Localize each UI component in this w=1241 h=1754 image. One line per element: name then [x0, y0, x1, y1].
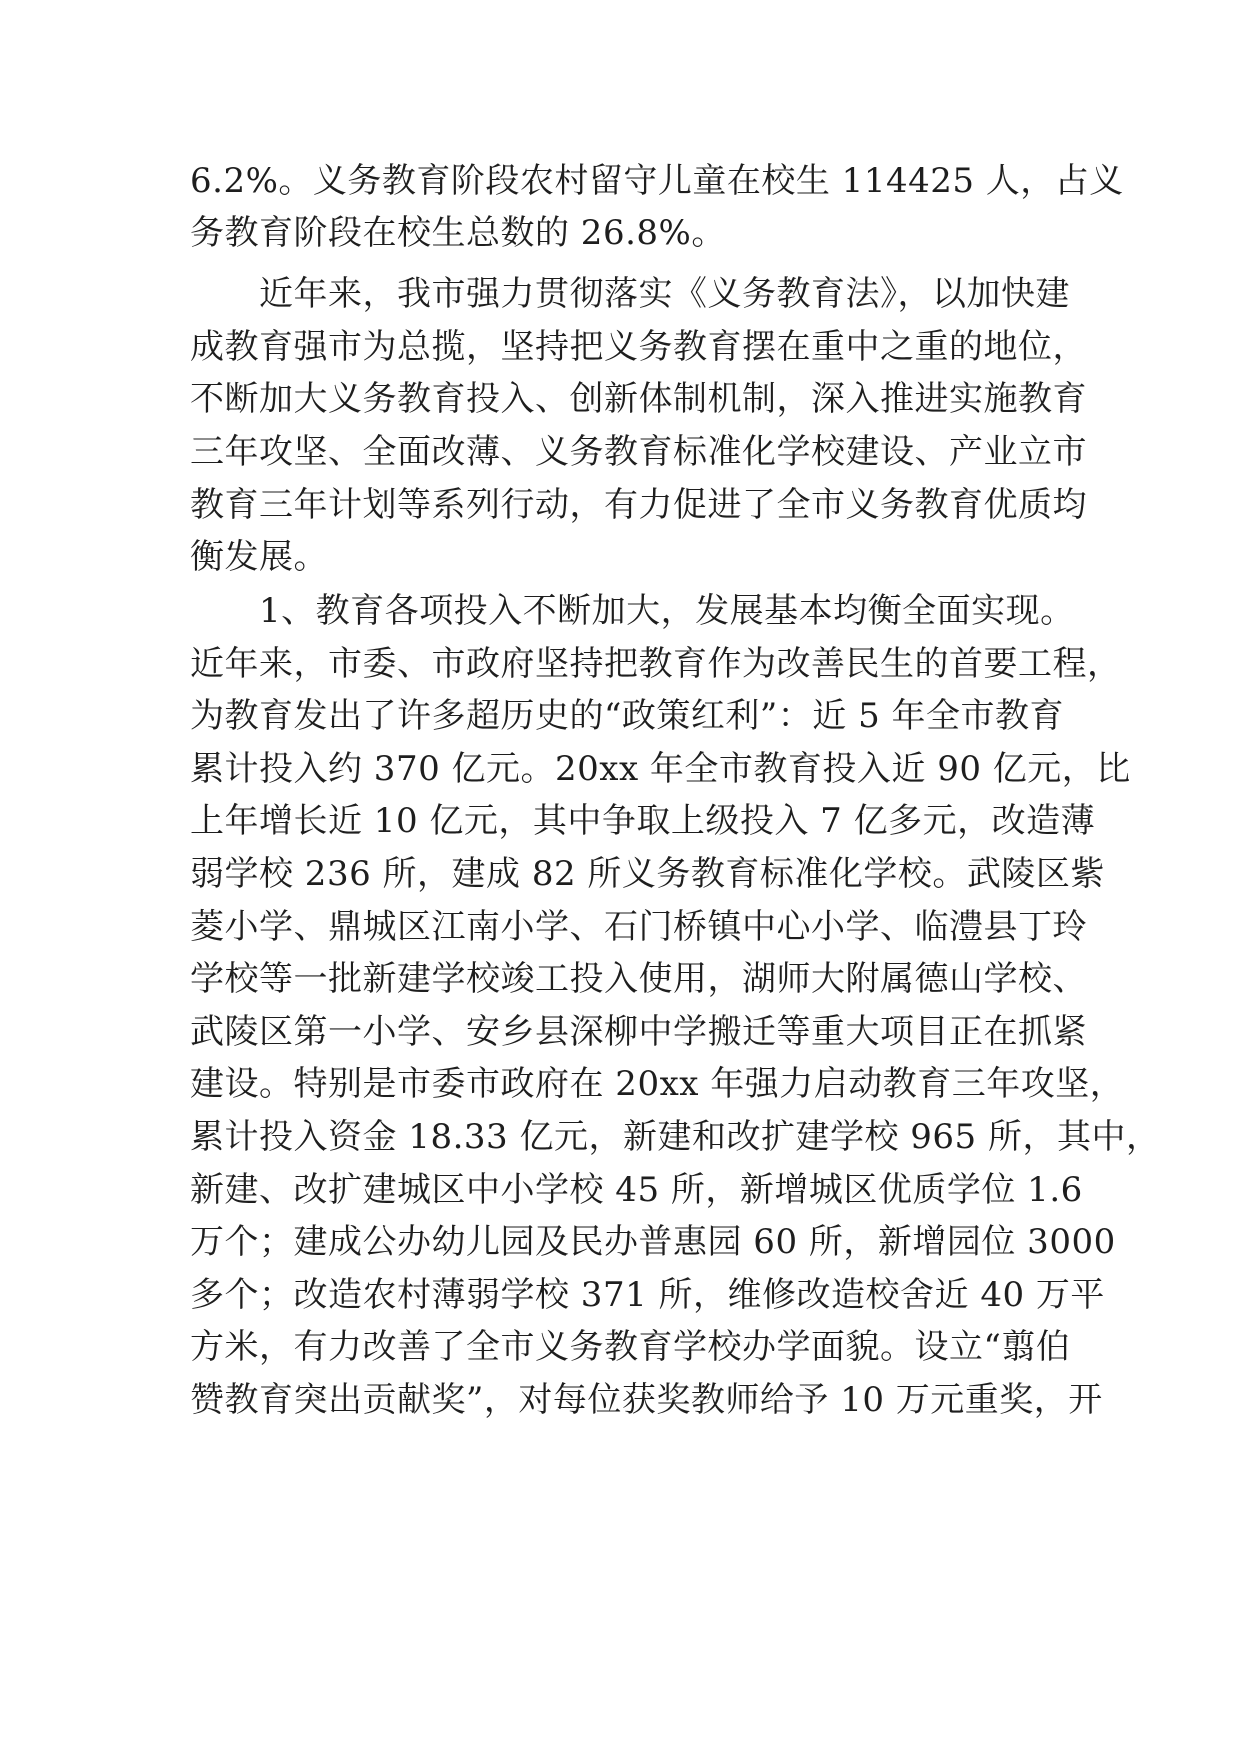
text-line-22: 多个；改造农村薄弱学校 371 所，维修改造校舍近 40 万平 [190, 1275, 1105, 1315]
text-line-23: 方米，有力改善了全市义务教育学校办学面貌。设立“翦伯 [190, 1327, 1071, 1367]
text-line-6: 三年攻坚、全面改薄、义务教育标准化学校建设、产业立市 [190, 432, 1087, 472]
text-line-1: 6.2%。义务教育阶段农村留守儿童在校生 114425 人，占义 [190, 161, 1124, 201]
text-line-24: 赞教育突出贡献奖”，对每位获奖教师给予 10 万元重奖，开 [190, 1380, 1103, 1420]
text-line-11: 为教育发出了许多超历史的“政策红利”：近 5 年全市教育 [190, 696, 1065, 736]
text-line-10: 近年来，市委、市政府坚持把教育作为改善民生的首要工程， [190, 644, 1122, 684]
paragraph-2-line-1: 近年来，我市强力贯彻落实《义务教育法》，以加快建 [259, 274, 1070, 314]
text-line-8: 衡发展。 [190, 537, 328, 577]
text-line-20: 新建、改扩建城区中小学校 45 所，新增城区优质学位 1.6 [190, 1170, 1083, 1210]
section-1-heading: 1、教育各项投入不断加大，发展基本均衡全面实现。 [259, 591, 1075, 631]
text-line-2: 务教育阶段在校生总数的 26.8%。 [190, 213, 726, 253]
text-line-5: 不断加大义务教育投入、创新体制机制，深入推进实施教育 [190, 379, 1087, 419]
text-line-12: 累计投入约 370 亿元。20xx 年全市教育投入近 90 亿元，比 [190, 749, 1131, 789]
text-line-18: 建设。特别是市委市政府在 20xx 年强力启动教育三年攻坚， [190, 1064, 1125, 1104]
text-line-21: 万个；建成公办幼儿园及民办普惠园 60 所，新增园位 3000 [190, 1222, 1116, 1262]
text-line-13: 上年增长近 10 亿元，其中争取上级投入 7 亿多元，改造薄 [190, 801, 1096, 841]
text-line-4: 成教育强市为总揽，坚持把义务教育摆在重中之重的地位， [190, 327, 1087, 367]
text-line-14: 弱学校 236 所，建成 82 所义务教育标准化学校。武陵区紫 [190, 854, 1105, 894]
text-line-16: 学校等一批新建学校竣工投入使用，湖师大附属德山学校、 [190, 959, 1087, 999]
text-line-15: 菱小学、鼎城区江南小学、石门桥镇中心小学、临澧县丁玲 [190, 907, 1087, 947]
text-line-17: 武陵区第一小学、安乡县深柳中学搬迁等重大项目正在抓紧 [190, 1012, 1087, 1052]
text-line-7: 教育三年计划等系列行动，有力促进了全市义务教育优质均 [190, 485, 1087, 525]
text-line-19: 累计投入资金 18.33 亿元，新建和改扩建学校 965 所，其中， [190, 1117, 1161, 1157]
